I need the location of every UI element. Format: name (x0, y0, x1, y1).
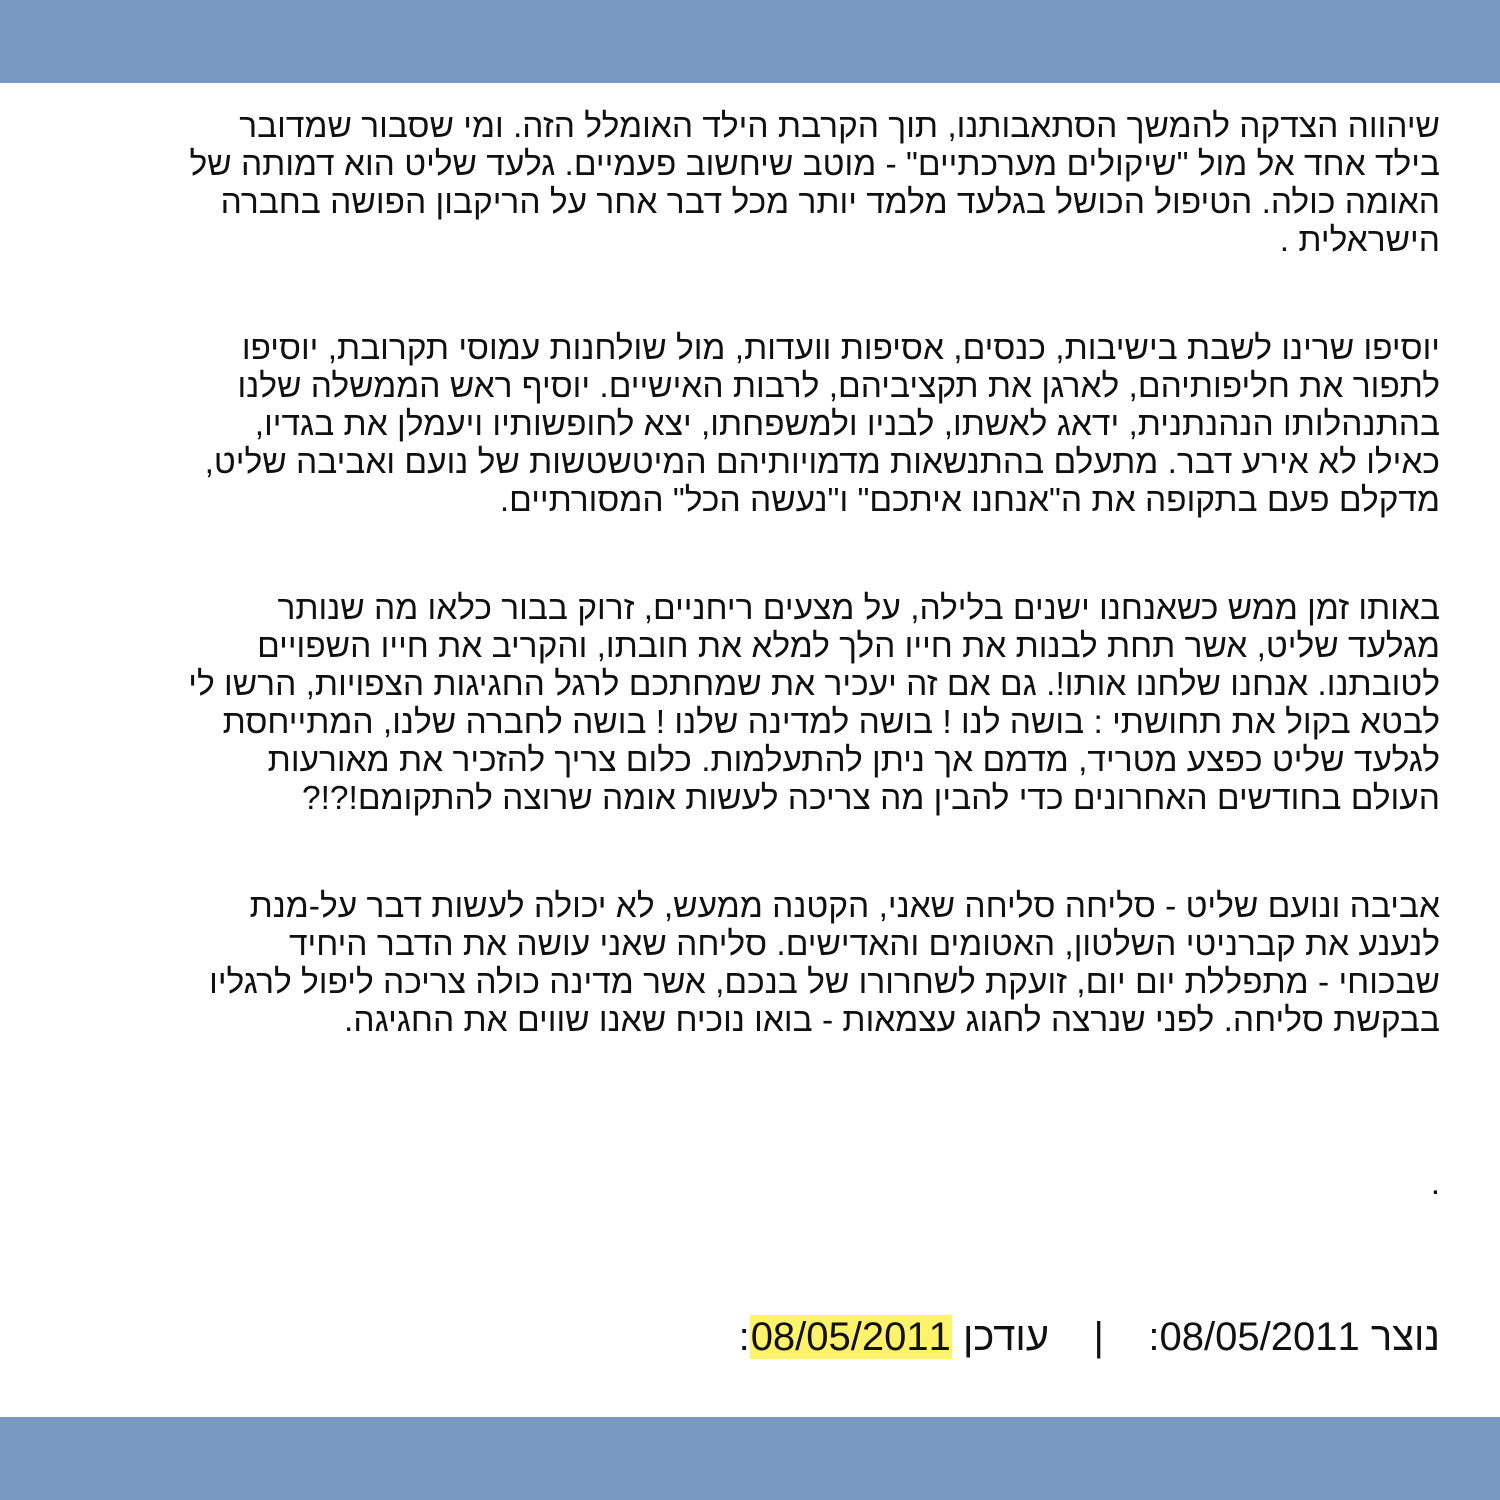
text-line: שיהווה הצדקה להמשך הסתאבותנו, תוך הקרבת הילד האומלל הזה. ומי שסבור שמדובר (239, 108, 1440, 145)
text-line: לנענע את קברניטי השלטון, האטומים והאדישים. סליחה שאני עושה את הדבר היחיד (288, 926, 1440, 963)
article-body (60, 108, 1440, 1110)
text-line: העולם בחודשים האחרונים כדי להבין מה צריכה לעשות אומה שרוצה להתקומם!?!? (301, 780, 1440, 817)
text-line: לבטא בקול את תחושתי : בושה לנו ! בושה למדינה שלנו ! בושה לחברה שלנו, המתייחסת (222, 704, 1440, 741)
text-line: הישראלית . (1279, 222, 1440, 259)
date-meta (60, 1312, 1440, 1362)
text-line: מדקלם פעם בתקופה את ה"אנחנו איתכם" ו"נעשה הכל" המסורתיים. (499, 482, 1440, 519)
text-line: שבכוחי - מתפללת יום יום, זועקת לשחרורו של בנכם, אשר מדינה כולה צריכה ליפול לרגליו (209, 964, 1440, 1001)
created-date-value: 08/05/2011 (1159, 1315, 1360, 1359)
text-line: בבקשת סליחה. לפני שנרצה לחגוג עצמאות - בואו נוכיח שאנו שווים את החגיגה. (344, 1002, 1440, 1039)
text-line: באותו זמן ממש כשאנחנו ישנים בלילה, על מצעים ריחניים, זרוק בבור כלאו מה שנותר (277, 590, 1440, 627)
meta-separator: | (1093, 1315, 1104, 1359)
updated-date: 08/05/2011: (738, 1315, 951, 1359)
paragraph-2 (60, 330, 1440, 520)
text-line: לתפור את חליפותיהם, לארגן את תקציביהם, לרבות האישיים. יוסיף ראש הממשלה שלנו (237, 368, 1440, 405)
paragraph-1 (60, 108, 1440, 260)
trailing-mark: . (1430, 1165, 1440, 1202)
updated-label: עודכן (963, 1315, 1050, 1359)
created-label: נוצר (1370, 1315, 1440, 1359)
updated-date-value: 08/05/2011 (750, 1315, 951, 1359)
text-line: מגלעד שליט, אשר תחת לבנות את חייו הלך למלא את חובתו, והקריב את חייו השפויים (257, 628, 1440, 665)
paragraph-4 (60, 888, 1440, 1040)
text-line: אביבה ונועם שליט - סליחה סליחה שאני, הקטנה ממעש, לא יכולה לעשות דבר על-מנת (249, 888, 1440, 925)
text-line: לגלעד שליט כפצע מטריד, מדמם אך ניתן להתעלמות. כלום צריך להזכיר את מאורעות (267, 742, 1440, 779)
bottom-border-band (0, 1417, 1500, 1500)
text-line: יוסיפו שרינו לשבת בישיבות, כנסים, אסיפות וועדות, מול שולחנות עמוסי תקרובת, יוסיפו (241, 330, 1440, 367)
top-border-band (0, 0, 1500, 83)
text-line: כאילו לא אירע דבר. מתעלם בהתנשאות מדמויותיהם המיטשטשות של נועם ואביבה שליט, (204, 444, 1440, 481)
text-line: בילד אחד אל מול "שיקולים מערכתיים" - מוטב שיחשוב פעמיים. גלעד שליט הוא דמותה של (189, 146, 1440, 183)
created-date: 08/05/2011: (1148, 1315, 1360, 1359)
paragraph-3 (60, 590, 1440, 818)
text-line: בהתנהלותו הנהנתנית, ידאג לאשתו, לבניו ולמשפחתו, יצא לחופשותיו ויעמלן את בגדיו, (254, 406, 1440, 443)
text-line: לטובתנו. אנחנו שלחנו אותו!. גם אם זה יעכיר את שמחתכם לרגל החגיגות הצפויות, הרשו לי (188, 666, 1440, 703)
text-line: האומה כולה. הטיפול הכושל בגלעד מלמד יותר מכל דבר אחר על הריקבון הפושה בחברה (220, 184, 1440, 221)
